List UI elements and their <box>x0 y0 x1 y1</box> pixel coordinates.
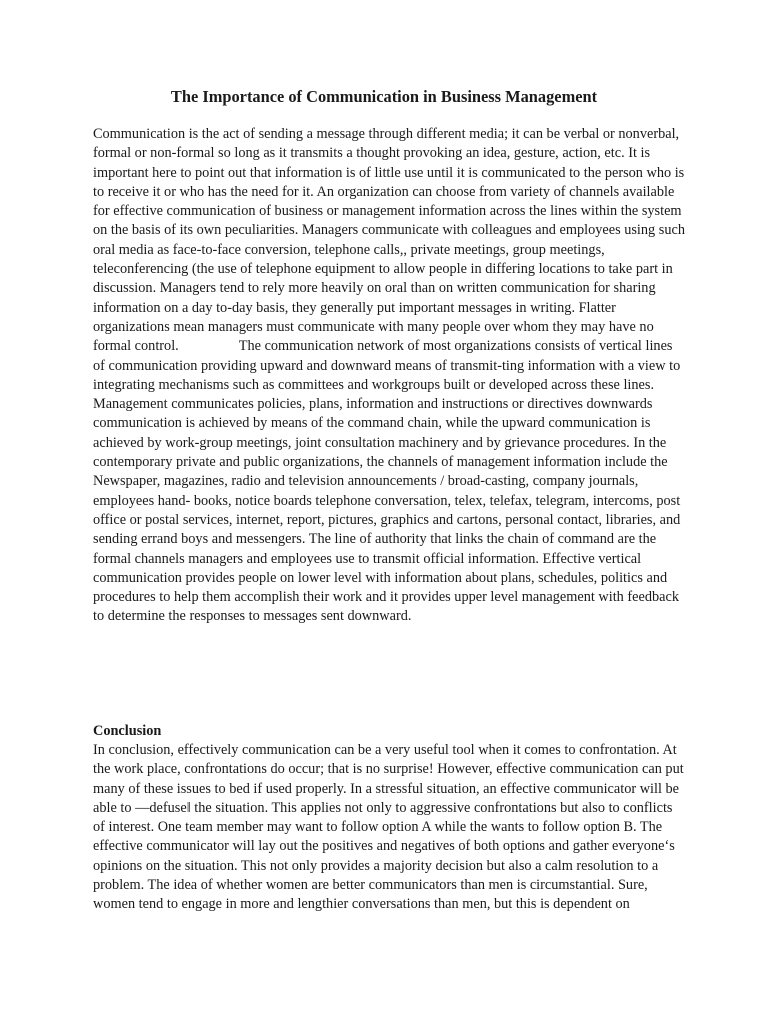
body-paragraph <box>93 125 685 627</box>
paragraph-text-part-1: Communication is the act of sending a message through different media; it can be verbal or nonverbal, formal or non-formal so long as it transmits a thought provoking an idea, gesture, action, etc. It is important here to point out that information is of little use until it is communicated to the person who is to receive it or who has the need for it. An organization can choose from variety of channels available for effective communication of business or management information across the lines within the system on the basis of its own peculiarities. Managers communicate with colleagues and employees using such oral media as face-to-face conversion, telephone calls,, private meetings, group meetings, teleconferencing (the use of telephone equipment to allow people in differing locations to take part in discussion. Managers tend to rely more heavily on oral than on written communication for sharing information on a day to-day basis, they generally put important messages in writing. Flatter organizations mean managers must communicate with many people over whom they may have no formal control. <box>93 126 685 355</box>
conclusion-heading: Conclusion <box>93 723 162 739</box>
conclusion-paragraph: In conclusion, effectively communication can be a very useful tool when it comes to confrontation. At the work place, confrontations do occur; that is no surprise! However, effective communication can put many of these issues to bed if used properly. In a stressful situation, an effective communicator will be able to ―defuse‖ the situation. This applies not only to aggressive confrontations but also to conflicts of interest. One team member may want to follow option A while the wants to follow option B. The effective communicator will lay out the positives and negatives of both options and gather everyone‘s opinions on the situation. This not only provides a majority decision but also a calm resolution to a problem. The idea of whether women are better communicators than men is circumstantial. Sure, women tend to engage in more and lengthier conversations than men, but this is dependent on <box>93 742 684 913</box>
paragraph-text-part-2: The communication network of most organizations consists of vertical lines of communication providing upward and downward means of transmit-ting information with a view to integrating mechanisms such as committees and workgroups built or developed across these lines. Management communicates policies, plans, information and instructions or directives downwards communication is achieved by means of the command chain, while the upward communication is achieved by work-group meetings, joint consultation machinery and by grievance procedures. In the contemporary private and public organizations, the channels of management information include the Newspaper, magazines, radio and television announcements / broad-casting, company journals, employees hand- books, notice boards telephone conversation, telex, telefax, telegram, intercoms, post office or postal services, internet, report, pictures, graphics and cartons, personal contact, libraries, and sending errand boys and messengers. The line of authority that links the chain of command are the formal channels managers and employees use to transmit official information. Effective vertical communication provides people on lower level with information about plans, schedules, politics and procedures to help them accomplish their work and it provides upper level management with feedback to determine the responses to messages sent downward. <box>93 338 681 625</box>
document-title: The Importance of Communication in Business Management <box>170 87 598 106</box>
